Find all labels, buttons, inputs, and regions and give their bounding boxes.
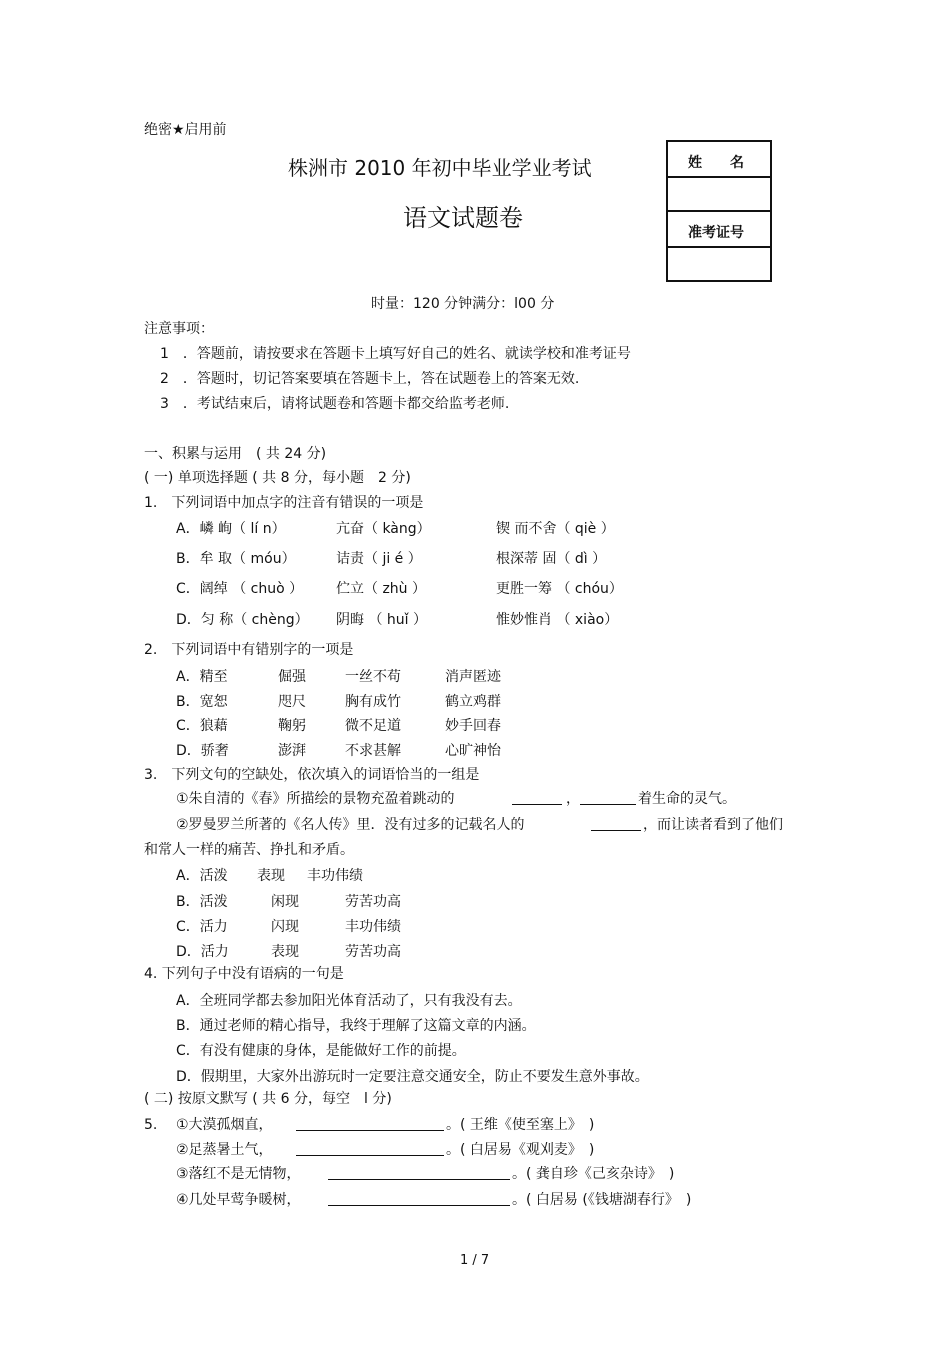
q3-option: 劳苦功高 (345, 944, 401, 960)
q2-word: 咫尺 (278, 694, 306, 710)
q2-word: 一丝不苟 (345, 669, 401, 685)
q4-option-c: C．有没有健康的身体，是能做好工作的前提。 (176, 1043, 466, 1059)
q3-sentence-2: ②罗曼罗兰所著的《名人传》里．没有过多的记载名人的 (176, 817, 525, 833)
name-cell (668, 142, 770, 178)
q2-word: 消声匿迹 (445, 669, 501, 685)
q1-option-c3: 更胜一筹 （ chóu） (496, 581, 623, 597)
q1-option-b2: 诘责（ ji é ） (336, 551, 422, 567)
q2-word: B．宽恕 (176, 694, 228, 710)
note-item: 3 ．考试结束后，请将试题卷和答题卡都交给监考老师. (160, 396, 510, 412)
q2-word: 不求甚解 (345, 743, 401, 759)
question-1-stem: 1. 下列词语中加点字的注音有错误的一项是 (144, 495, 424, 511)
q3-sentence-2-mid: ，而让读者看到了他们 (643, 817, 783, 833)
q3-option: 表现 (257, 868, 285, 884)
question-4-stem: 4. 下列句子中没有语病的一句是 (144, 966, 344, 982)
q1-option-d1: D．匀 称（ chèng） (176, 612, 309, 628)
q3-sentence-1-end: 着生命的灵气。 (638, 791, 736, 807)
name-label: 姓 名 (688, 155, 744, 171)
q5-blank (296, 1118, 444, 1131)
q1-option-c1: C．阔绰 （ chuò ） (176, 581, 304, 597)
q2-word: 微不足道 (345, 718, 401, 734)
q5-line-3-source: 。( 龚自珍《己亥杂诗》 ) (512, 1166, 675, 1182)
question-2-stem: 2. 下列词语中有错别字的一项是 (144, 642, 354, 658)
name-blank-cell (668, 178, 770, 212)
question-3-stem: 3. 下列文句的空缺处，依次填入的词语恰当的一组是 (144, 767, 480, 783)
q2-word: C．狼藉 (176, 718, 228, 734)
paper-title: 语文试题卷 (403, 204, 523, 232)
q1-option-a1: A．嶙 峋（ lí n） (176, 521, 286, 537)
q2-word: A．精至 (176, 669, 228, 685)
section-heading: 一、积累与运用 ( 共 24 分) (144, 446, 327, 462)
q3-option: A．活泼 (176, 868, 228, 884)
q2-word: 鹤立鸡群 (445, 694, 501, 710)
q5-blank (296, 1143, 444, 1156)
q1-option-c2: 伫立（ zhù ） (336, 581, 426, 597)
secret-mark: 绝密★启用前 (144, 122, 227, 138)
q2-word: 胸有成竹 (345, 694, 401, 710)
q4-option-d: D．假期里，大家外出游玩时一定要注意交通安全，防止不要发生意外事故。 (176, 1069, 649, 1085)
q3-option: C．活力 (176, 919, 228, 935)
notes-title: 注意事项： (144, 321, 214, 337)
q3-blank (591, 818, 641, 831)
q3-sentence-1: ①朱自清的《春》所描绘的景物充盈着跳动的 (176, 791, 455, 807)
q1-option-b1: B．牟 取（ móu） (176, 551, 296, 567)
note-item: 2 ．答题时，切记答案要填在答题卡上，答在试题卷上的答案无效. (160, 371, 580, 387)
part-heading: ( 一) 单项选择题 ( 共 8 分，每小题 2 分) (144, 470, 411, 486)
q3-option: B．活泼 (176, 894, 228, 910)
q2-word: 倔强 (278, 669, 306, 685)
q5-blank (328, 1193, 510, 1206)
note-item: 1 ．答题前，请按要求在答题卡上填写好自己的姓名、就读学校和准考证号 (160, 346, 631, 362)
q4-option-b: B．通过老师的精心指导，我终于理解了这篇文章的内涵。 (176, 1018, 536, 1034)
q5-line-2-start: ②足蒸暑土气， (176, 1142, 273, 1158)
q3-option: D．活力 (176, 944, 229, 960)
q3-sentence-2-end: 和常人一样的痛苦、挣扎和矛盾。 (144, 842, 354, 858)
q1-option-d3: 惟妙惟肖 （ xiào） (496, 612, 619, 628)
question-5-number: 5. (144, 1117, 158, 1133)
q1-option-a3: 锲 而不舍（ qiè ） (496, 521, 615, 537)
q3-comma: ， (566, 791, 580, 807)
q2-word: D．骄奢 (176, 743, 229, 759)
id-label: 准考证号 (688, 225, 744, 241)
q3-option: 丰功伟绩 (345, 919, 401, 935)
part-heading: ( 二) 按原文默写 ( 共 6 分，每空 l 分) (144, 1091, 392, 1107)
q3-option: 闪现 (271, 919, 299, 935)
q5-line-3-start: ③落红不是无情物， (176, 1166, 301, 1182)
q5-line-1-source: 。( 王维《使至塞上》 ) (446, 1117, 595, 1133)
q3-option: 丰功伟绩 (307, 868, 363, 884)
q1-option-b3: 根深蒂 固（ dì ） (496, 551, 607, 567)
q3-blank (580, 792, 636, 805)
q2-word: 妙手回春 (445, 718, 501, 734)
page-number: 1 / 7 (460, 1253, 490, 1268)
q3-option: 闲现 (271, 894, 299, 910)
q2-word: 鞠躬 (278, 718, 306, 734)
candidate-info-box (666, 140, 772, 282)
q5-line-4-start: ④几处早莺争暖树， (176, 1192, 301, 1208)
q5-line-4-source: 。( 白居易 (《钱塘湖春行》 ) (512, 1192, 692, 1208)
q1-option-a2: 亢奋（ kàng） (336, 521, 431, 537)
time-score-line: 时量：120 分钟满分：l00 分 (371, 296, 555, 312)
q2-word: 心旷神怡 (445, 743, 501, 759)
q3-option: 表现 (271, 944, 299, 960)
q5-line-2-source: 。( 白居易《观刈麦》 ) (446, 1142, 595, 1158)
q5-line-1-start: ①大漠孤烟直， (176, 1117, 273, 1133)
q3-option: 劳苦功高 (345, 894, 401, 910)
exam-title: 株洲市 2010 年初中毕业学业考试 (288, 156, 592, 180)
q2-word: 澎湃 (278, 743, 306, 759)
q5-blank (328, 1167, 510, 1180)
q4-option-a: A．全班同学都去参加阳光体育活动了，只有我没有去。 (176, 993, 522, 1009)
q3-blank (512, 792, 562, 805)
id-blank-cell (668, 248, 770, 280)
q1-option-d2: 阴晦 （ huǐ ） (336, 612, 427, 628)
id-cell (668, 212, 770, 248)
